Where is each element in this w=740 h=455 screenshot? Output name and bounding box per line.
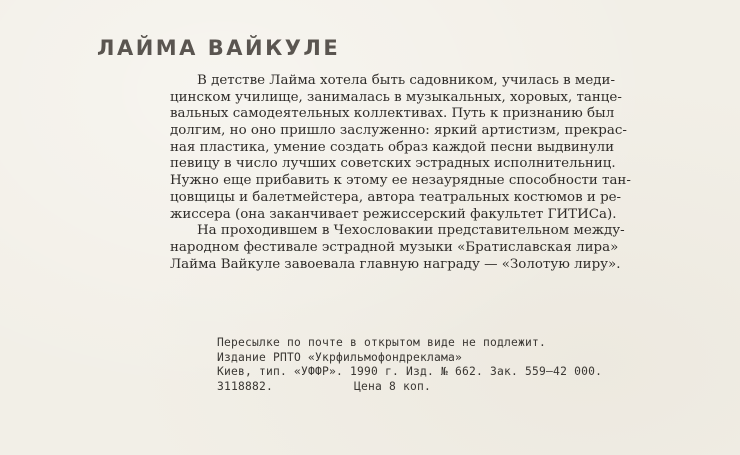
body-line: Нужно еще прибавить к этому ее незаурядные способности тан- — [170, 173, 631, 189]
page-title: ЛАЙМА ВАЙКУЛЕ — [97, 36, 341, 60]
body-line: В детстве Лайма хотела быть садовником, училась в меди- — [197, 73, 615, 88]
body-line: певицу в число лучших советских эстрадных исполнительниц. — [170, 156, 616, 172]
body-line: народном фестивале эстрадной музыки «Братиславская лира» — [170, 239, 619, 255]
body-line: вальных самодеятельных коллективах. Путь к признанию был — [170, 106, 615, 122]
body-line: цинском училище, занималась в музыкальных, хоровых, танце- — [170, 89, 622, 105]
imprint-publisher: Издание РПТО «Укрфильмофондреклама» — [217, 350, 463, 364]
imprint-mail-notice: Пересылке по почте в открытом виде не подлежит. — [217, 336, 547, 349]
imprint-serial: 3118882. — [217, 379, 274, 393]
imprint-price-row — [217, 380, 602, 395]
imprint-price: Цена 8 коп. — [354, 379, 432, 393]
body-line: ная пластика, умение создать образ каждой песни выдвинули — [170, 139, 615, 155]
body-line: жиссера (она заканчивает режиссерский факультет ГИТИСа). — [170, 206, 617, 222]
body-line: цовщицы и балетмейстера, автора театральных костюмов и ре- — [170, 189, 622, 205]
biography-text — [170, 73, 700, 273]
body-line: Лайма Вайкуле завоевала главную награду — «Золотую лиру». — [170, 256, 621, 272]
body-line: долгим, но оно пришло заслуженно: яркий артистизм, прекрас- — [170, 123, 627, 139]
body-line: На проходившем в Чехословакии представительном между- — [197, 223, 625, 239]
publication-imprint — [217, 336, 602, 394]
imprint-print-details: Киев, тип. «УФФР». 1990 г. Изд. № 662. Зак. 559—42 000. — [217, 365, 603, 379]
